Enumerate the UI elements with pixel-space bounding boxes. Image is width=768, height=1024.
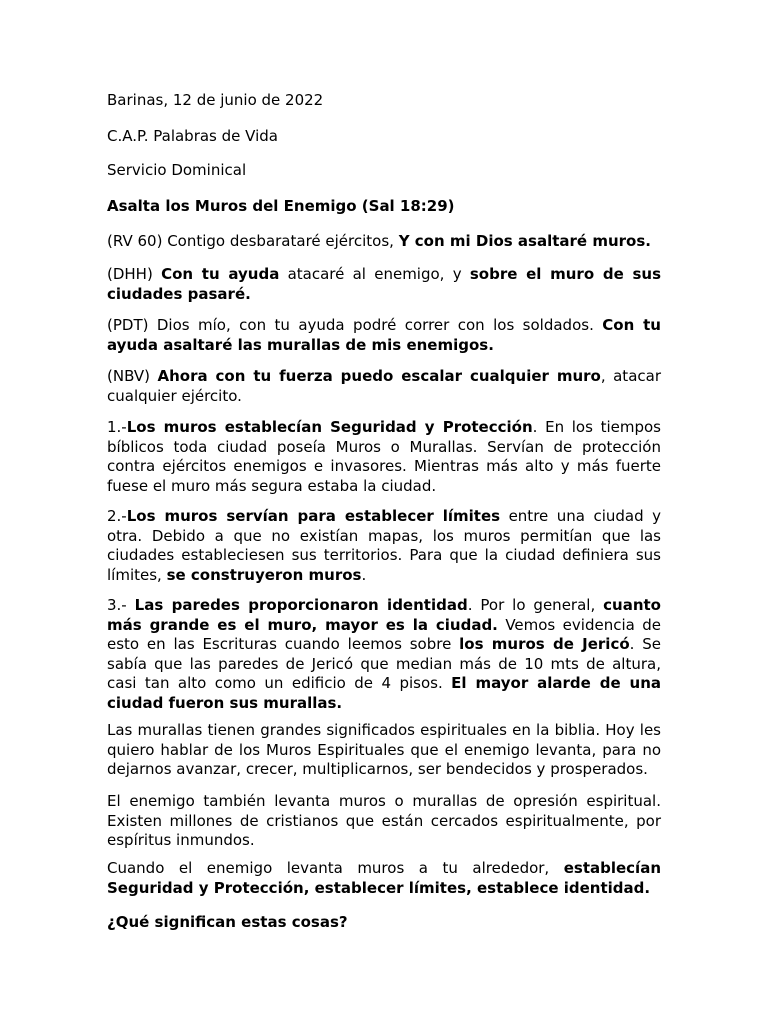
sermon-title: Asalta los Muros del Enemigo (Sal 18:29) (107, 197, 455, 215)
verse-pdt (107, 316, 661, 355)
date-line: Barinas, 12 de junio de 2022 (107, 91, 324, 109)
verse-text: (PDT) Dios mío, con tu ayuda podré correr con los soldados. (107, 316, 603, 334)
closing-question: ¿Qué significan estas cosas? (107, 913, 348, 931)
paragraph-1 (107, 721, 661, 780)
point-text: . Por lo general, (467, 596, 604, 614)
point-text: . (361, 565, 367, 584)
point-heading: Los muros establecían Seguridad y Protección (126, 418, 533, 436)
point-text: . En los tiempos bíblicos toda ciudad poseía Muros o Murallas. Servían de protección contra ejércitos enemigos e invasores. Mientras más alto y más fuerte fuese el muro más segura estaba la ciudad. (107, 418, 661, 495)
verse-text: (RV 60) Contigo desbarataré ejércitos, (107, 232, 399, 250)
verse-highlight: Y con mi Dios asaltaré muros. (398, 232, 651, 250)
point-text: entre una ciudad y otra. Debido a que no existían mapas, los muros permitían que las ciudades estableciesen sus territorios. Para que la ciudad definiera sus límites, (107, 507, 661, 584)
paragraph-text: Las murallas tienen grandes significados espirituales en la biblia. Hoy les quiero hablar de los Muros Espirituales que el enemigo levanta, para no dejarnos avanzar, crecer, multiplicarnos, ser bendecidos y prosperados. (107, 721, 661, 778)
paragraph-3 (107, 859, 661, 898)
point-highlight: cuanto más grande es el muro, mayor es la ciudad. (107, 596, 661, 634)
point-number: 3.- (107, 596, 135, 614)
point-highlight: El mayor alarde de una ciudad fueron sus murallas. (107, 674, 661, 712)
paragraph-text: Cuando el enemigo levanta muros a tu alrededor, (107, 859, 564, 877)
verse-nbv (107, 367, 661, 406)
point-number: 2.- (107, 507, 127, 525)
point-text: Vemos evidencia de esto en las Escrituras cuando leemos sobre (107, 615, 662, 653)
verse-highlight: Con tu ayuda asaltaré las murallas de mis enemigos. (107, 316, 661, 354)
verse-text: (NBV) (107, 367, 158, 385)
point-3 (107, 596, 661, 713)
verse-highlight: Ahora con tu fuerza puedo escalar cualquier muro (157, 367, 601, 385)
point-heading: Las paredes proporcionaron identidad (134, 596, 468, 614)
verse-text: (DHH) (107, 265, 162, 283)
point-text: . Se sabía que las paredes de Jericó que median más de 10 mts de altura, casi tan alto como un edificio de 4 pisos. (107, 635, 661, 692)
point-1 (107, 418, 661, 496)
point-heading: Los muros servían para establecer límites (126, 507, 501, 525)
verse-highlight: Con tu ayuda (161, 265, 280, 283)
paragraph-text: El enemigo también levanta muros o murallas de opresión espiritual. Existen millones de cristianos que están cercados espiritualmente, por espíritus inmundos. (107, 792, 661, 849)
church-name: C.A.P. Palabras de Vida (107, 127, 278, 145)
paragraph-highlight: establecían Seguridad y Protección, establecer límites, establece identidad. (107, 859, 661, 897)
point-highlight: los muros de Jericó (459, 635, 630, 653)
verse-dhh (107, 265, 661, 304)
paragraph-2 (107, 792, 661, 851)
point-2 (107, 507, 661, 585)
verse-rv60 (107, 232, 661, 252)
verse-text: atacaré al enemigo, y (279, 265, 470, 283)
point-highlight: se construyeron muros (166, 565, 362, 584)
verse-highlight: sobre el muro de sus ciudades pasaré. (107, 265, 662, 303)
verse-text: , atacar cualquier ejército. (107, 367, 661, 405)
point-number: 1.- (107, 418, 127, 436)
service-name: Servicio Dominical (107, 161, 247, 179)
